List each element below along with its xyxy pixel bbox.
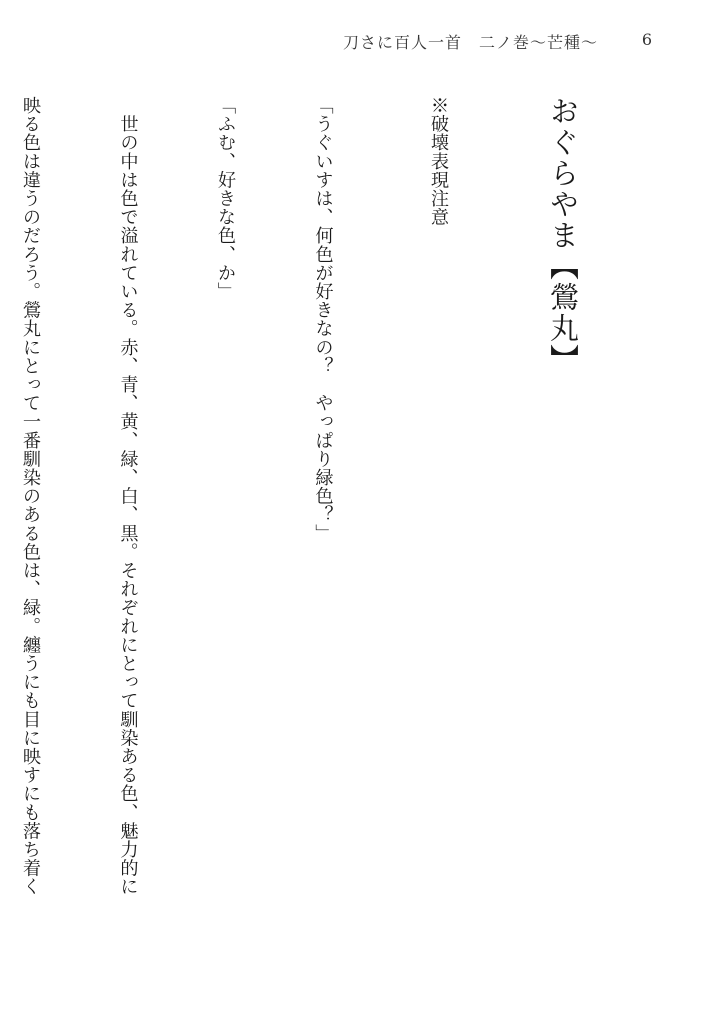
running-head: 刀さに百人一首 二ノ巻〜芒種〜: [342, 33, 598, 52]
text-line: 映る色は違うのだろう。鶯丸にとって一番馴染のある色は、緑。纏うにも目に映すにも落ち着く: [20, 96, 41, 896]
text-line: 世の中は色で溢れている。赤、青、黄、緑、白、黒。それぞれにとって馴染ある色、魅力的に: [117, 96, 139, 896]
vertical-body-text: [0, 96, 656, 976]
text-line: 「うぐいすは、何色が好きなの？ やっぱり緑色？」: [312, 96, 334, 543]
text-line: 「ふむ、好きな色、か」: [215, 96, 236, 301]
chapter-title: おぐらやま【鶯丸】: [546, 96, 580, 375]
content-warning: ※破壊表現注意: [428, 96, 449, 227]
page-number: 6: [641, 30, 652, 49]
